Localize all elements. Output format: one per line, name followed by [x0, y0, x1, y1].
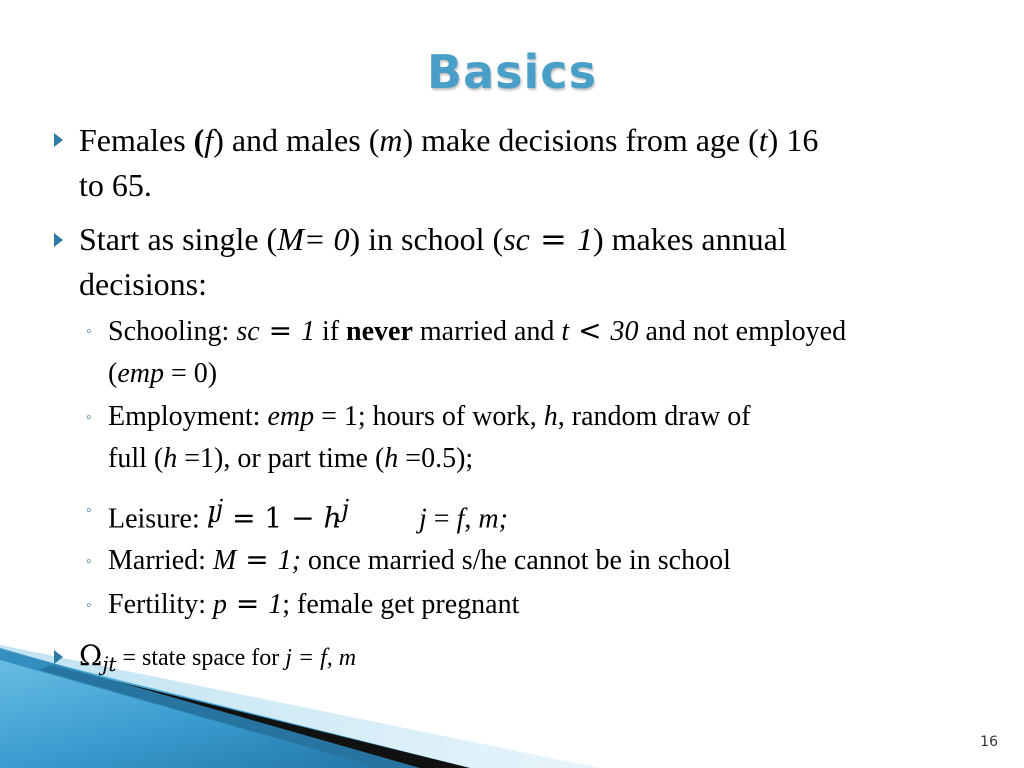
bullet-arrow-icon	[54, 650, 63, 664]
text: once married s/he cannot be in school	[300, 545, 731, 576]
bullet-state-space	[79, 634, 999, 687]
var-h: h	[323, 501, 342, 535]
text: ) 16	[767, 122, 819, 158]
text: =	[227, 587, 269, 620]
var-m: m;	[478, 503, 508, 535]
var-f: f	[204, 122, 214, 158]
sub-bullet-circle-icon: ◦	[86, 502, 92, 519]
text: (	[193, 122, 205, 158]
var-f: f	[456, 503, 465, 535]
value: 1	[577, 221, 593, 257]
text: if	[314, 316, 347, 347]
page-number: 16	[980, 734, 998, 750]
var-h: h	[163, 443, 178, 474]
sub-bullet-circle-icon: ◦	[86, 553, 92, 570]
text: Start as single (	[79, 221, 278, 257]
text: (	[108, 358, 118, 389]
sub-bullet-circle-icon: ◦	[86, 409, 92, 426]
text: = state space for	[116, 645, 286, 671]
var-M: M= 0	[277, 221, 350, 257]
text: married and	[412, 316, 562, 347]
var-l: l	[206, 501, 216, 535]
var-m: m	[379, 122, 403, 158]
var-M: M	[212, 545, 237, 576]
text: to 65.	[79, 167, 152, 203]
omega-symbol: Ω	[79, 639, 103, 672]
superscript-j: j	[215, 495, 224, 523]
text: ) and males (	[213, 122, 380, 158]
text: Fertility:	[108, 589, 213, 620]
text: Schooling:	[108, 316, 237, 347]
var-j-f-m: j = f, m	[285, 645, 357, 671]
sub-bullet-schooling	[108, 310, 1008, 395]
var-h: h	[384, 443, 399, 474]
text: Leisure:	[108, 503, 207, 535]
bullet-arrow-icon	[54, 133, 63, 147]
sub-bullet-employment	[108, 396, 1008, 480]
var-j: j	[419, 503, 427, 535]
text: Employment:	[108, 401, 268, 432]
var-t: t	[561, 316, 570, 347]
text: <	[569, 314, 611, 347]
text: =	[529, 220, 577, 258]
text: ) makes annual	[593, 221, 787, 257]
text: =	[426, 503, 457, 535]
value: 1	[268, 589, 283, 620]
var-sc: sc	[236, 316, 260, 347]
text: Females	[79, 122, 194, 158]
sub-bullet-married	[108, 539, 1008, 582]
var-h: h	[543, 401, 558, 432]
text: = 1; hours of work,	[314, 401, 544, 432]
bullet-females-males	[79, 118, 999, 208]
text: =	[236, 543, 278, 576]
var-sc: sc	[503, 221, 530, 257]
text: full (	[108, 443, 164, 474]
text: ) in school (	[349, 221, 504, 257]
value: 30	[610, 316, 639, 347]
emphasis: never	[346, 316, 413, 347]
text: ; female get pregnant	[282, 589, 520, 620]
sub-bullet-fertility	[108, 583, 1008, 626]
text: =0.5);	[398, 443, 474, 474]
superscript-j: j	[341, 495, 350, 523]
text: =1), or part time (	[177, 443, 385, 474]
text: = 0)	[163, 358, 218, 389]
text: Married:	[108, 545, 213, 576]
text: decisions:	[79, 266, 207, 302]
var-emp: emp	[267, 401, 315, 432]
var-emp: emp	[117, 358, 164, 389]
var-p: p	[213, 589, 227, 620]
text: and not employed	[638, 316, 847, 347]
value: 1;	[277, 545, 301, 576]
text: = 1 −	[223, 501, 324, 535]
text: , random draw of	[557, 401, 751, 432]
text: ) make decisions from age (	[402, 122, 759, 158]
sub-bullet-circle-icon: ◦	[86, 323, 92, 340]
subscript-jt: jt	[102, 651, 117, 676]
text: =	[259, 314, 301, 347]
var-t: t	[758, 122, 768, 158]
sub-bullet-circle-icon: ◦	[86, 597, 92, 614]
text: ,	[464, 503, 479, 535]
bullet-start-single	[79, 217, 999, 307]
sub-bullet-leisure	[108, 488, 1008, 540]
slide-title: Basics	[427, 45, 597, 99]
value: 1	[300, 316, 315, 347]
bullet-arrow-icon	[54, 233, 63, 247]
